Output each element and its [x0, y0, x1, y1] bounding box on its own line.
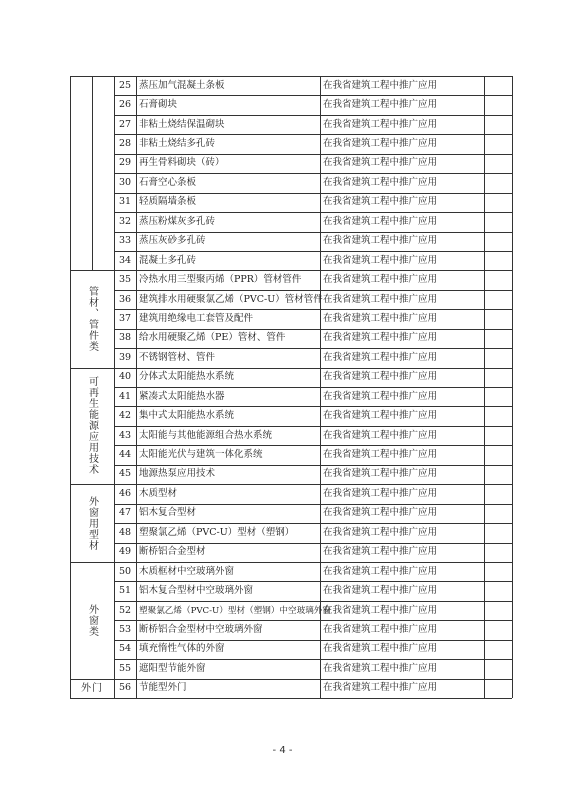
table-rule — [114, 95, 512, 96]
product-name: 铝木复合型材中空玻璃外窗 — [139, 585, 254, 597]
page-number: - 4 - — [272, 745, 293, 756]
row-number: 46 — [118, 487, 132, 499]
application-status: 在我省建筑工程中推广应用 — [323, 487, 438, 499]
product-name: 铝木复合型材 — [139, 507, 197, 519]
application-status: 在我省建筑工程中推广应用 — [323, 410, 438, 422]
table-rule — [114, 445, 512, 446]
product-name: 蒸压粉煤灰多孔砖 — [139, 215, 216, 227]
product-name: 断桥铝合金型材 — [139, 546, 206, 558]
table-rule — [114, 620, 512, 621]
table-rule — [114, 640, 512, 641]
table-rule — [114, 309, 512, 310]
application-status: 在我省建筑工程中推广应用 — [323, 546, 438, 558]
application-status: 在我省建筑工程中推广应用 — [323, 468, 438, 480]
application-status: 在我省建筑工程中推广应用 — [323, 623, 438, 635]
product-name: 塑聚氯乙烯（PVC-U）型材（塑钢）中空玻璃外窗 — [139, 605, 331, 616]
table-rule — [114, 251, 512, 252]
product-name: 给水用硬聚乙烯（PE）管材、管件 — [139, 332, 286, 344]
application-status: 在我省建筑工程中推广应用 — [323, 99, 438, 111]
application-status: 在我省建筑工程中推广应用 — [323, 604, 438, 616]
row-number: 54 — [118, 643, 132, 655]
table-rule — [114, 406, 512, 407]
row-number: 51 — [118, 585, 132, 597]
table-rule — [70, 270, 512, 271]
application-status: 在我省建筑工程中推广应用 — [323, 79, 438, 91]
product-name: 遮阳型节能外窗 — [139, 662, 206, 674]
product-name: 集中式太阳能热水系统 — [139, 410, 235, 422]
table-rule — [114, 115, 512, 116]
application-status: 在我省建筑工程中推广应用 — [323, 332, 438, 344]
row-number: 37 — [118, 312, 132, 324]
row-number: 41 — [118, 390, 132, 402]
application-status: 在我省建筑工程中推广应用 — [323, 196, 438, 208]
product-name: 节能型外门 — [139, 682, 187, 694]
application-status: 在我省建筑工程中推广应用 — [323, 585, 438, 597]
row-number: 40 — [118, 371, 132, 383]
product-name: 太阳能与其他能源组合热水系统 — [139, 429, 273, 441]
row-number: 44 — [118, 449, 132, 461]
table-rule — [114, 465, 512, 466]
table-rule — [70, 484, 512, 485]
row-number: 43 — [118, 429, 132, 441]
row-number: 25 — [118, 79, 132, 91]
row-number: 34 — [118, 254, 132, 266]
table-rule — [70, 698, 512, 699]
category-label: 外窗用型材 — [86, 495, 98, 551]
product-name: 断桥铝合金型材中空玻璃外窗 — [139, 623, 263, 635]
table-rule — [70, 679, 512, 680]
product-name: 蒸压灰砂多孔砖 — [139, 235, 206, 247]
row-number: 47 — [118, 507, 132, 519]
application-status: 在我省建筑工程中推广应用 — [323, 371, 438, 383]
application-status: 在我省建筑工程中推广应用 — [323, 351, 438, 363]
row-number: 53 — [118, 623, 132, 635]
table-rule — [114, 543, 512, 544]
product-name: 石膏砌块 — [139, 99, 178, 111]
product-name: 非粘土烧结多孔砖 — [139, 138, 216, 150]
product-name: 建筑用绝缘电工套管及配件 — [139, 312, 254, 324]
row-number: 26 — [118, 99, 132, 111]
table-rule — [114, 523, 512, 524]
row-number: 31 — [118, 196, 132, 208]
application-status: 在我省建筑工程中推广应用 — [323, 215, 438, 227]
row-number: 29 — [118, 157, 132, 169]
application-status: 在我省建筑工程中推广应用 — [323, 390, 438, 402]
product-table — [70, 76, 512, 698]
application-status: 在我省建筑工程中推广应用 — [323, 157, 438, 169]
product-name: 石膏空心条板 — [139, 176, 197, 188]
application-status: 在我省建筑工程中推广应用 — [323, 138, 438, 150]
table-rule — [114, 659, 512, 660]
row-number: 36 — [118, 293, 132, 305]
table-rule — [114, 193, 512, 194]
application-status: 在我省建筑工程中推广应用 — [323, 312, 438, 324]
table-rule — [70, 562, 512, 563]
application-status: 在我省建筑工程中推广应用 — [323, 118, 438, 130]
product-name: 太阳能光伏与建筑一体化系统 — [139, 449, 263, 461]
row-number: 49 — [118, 546, 132, 558]
category-label: 外窗类 — [86, 603, 98, 637]
application-status: 在我省建筑工程中推广应用 — [323, 526, 438, 538]
table-rule — [114, 290, 512, 291]
product-name: 建筑排水用硬聚氯乙烯（PVC-U）管材管件 — [139, 293, 323, 305]
row-number: 48 — [118, 526, 132, 538]
table-rule — [114, 348, 512, 349]
row-number: 42 — [118, 410, 132, 422]
application-status: 在我省建筑工程中推广应用 — [323, 235, 438, 247]
row-number: 32 — [118, 215, 132, 227]
product-name: 地源热泵应用技术 — [139, 468, 216, 480]
table-rule — [114, 504, 512, 505]
row-number: 50 — [118, 565, 132, 577]
row-number: 27 — [118, 118, 132, 130]
table-rule — [92, 76, 93, 270]
product-name: 轻质隔墙条板 — [139, 196, 197, 208]
application-status: 在我省建筑工程中推广应用 — [323, 429, 438, 441]
category-label: 可再生能源应用技术 — [86, 376, 98, 476]
application-status: 在我省建筑工程中推广应用 — [323, 682, 438, 694]
product-name: 塑聚氯乙烯（PVC-U）型材（塑钢） — [139, 526, 295, 538]
application-status: 在我省建筑工程中推广应用 — [323, 176, 438, 188]
table-rule — [114, 232, 512, 233]
category-label: 外门 — [81, 682, 103, 694]
row-number: 28 — [118, 138, 132, 150]
product-name: 不锈钢管材、管件 — [139, 351, 216, 363]
product-name: 填充惰性气体的外窗 — [139, 643, 225, 655]
table-rule — [512, 76, 513, 698]
application-status: 在我省建筑工程中推广应用 — [323, 507, 438, 519]
table-rule — [114, 212, 512, 213]
product-name: 蒸压加气混凝土条板 — [139, 79, 225, 91]
table-rule — [114, 329, 512, 330]
row-number: 39 — [118, 351, 132, 363]
table-rule — [114, 154, 512, 155]
row-number: 38 — [118, 332, 132, 344]
application-status: 在我省建筑工程中推广应用 — [323, 274, 438, 286]
product-name: 非粘土烧结保温砌块 — [139, 118, 225, 130]
product-name: 分体式太阳能热水系统 — [139, 371, 235, 383]
application-status: 在我省建筑工程中推广应用 — [323, 449, 438, 461]
product-name: 混凝土多孔砖 — [139, 254, 197, 266]
application-status: 在我省建筑工程中推广应用 — [323, 293, 438, 305]
table-rule — [114, 426, 512, 427]
product-name: 再生骨料砌块（砖） — [139, 157, 225, 169]
row-number: 45 — [118, 468, 132, 480]
category-label: 管材、管件类 — [86, 285, 98, 352]
row-number: 30 — [118, 176, 132, 188]
table-rule — [114, 387, 512, 388]
product-name: 冷热水用三型聚丙烯（PPR）管材管件 — [139, 274, 302, 286]
row-number: 55 — [118, 662, 132, 674]
application-status: 在我省建筑工程中推广应用 — [323, 565, 438, 577]
table-rule — [70, 368, 512, 369]
table-rule — [114, 581, 512, 582]
table-rule — [114, 601, 512, 602]
product-name: 紧凑式太阳能热水器 — [139, 390, 225, 402]
product-name: 木质型材 — [139, 487, 178, 499]
product-name: 木质框材中空玻璃外窗 — [139, 565, 235, 577]
row-number: 52 — [118, 604, 132, 616]
row-number: 56 — [118, 682, 132, 694]
row-number: 35 — [118, 274, 132, 286]
application-status: 在我省建筑工程中推广应用 — [323, 662, 438, 674]
table-rule — [114, 173, 512, 174]
table-rule — [114, 134, 512, 135]
row-number: 33 — [118, 235, 132, 247]
application-status: 在我省建筑工程中推广应用 — [323, 254, 438, 266]
application-status: 在我省建筑工程中推广应用 — [323, 643, 438, 655]
